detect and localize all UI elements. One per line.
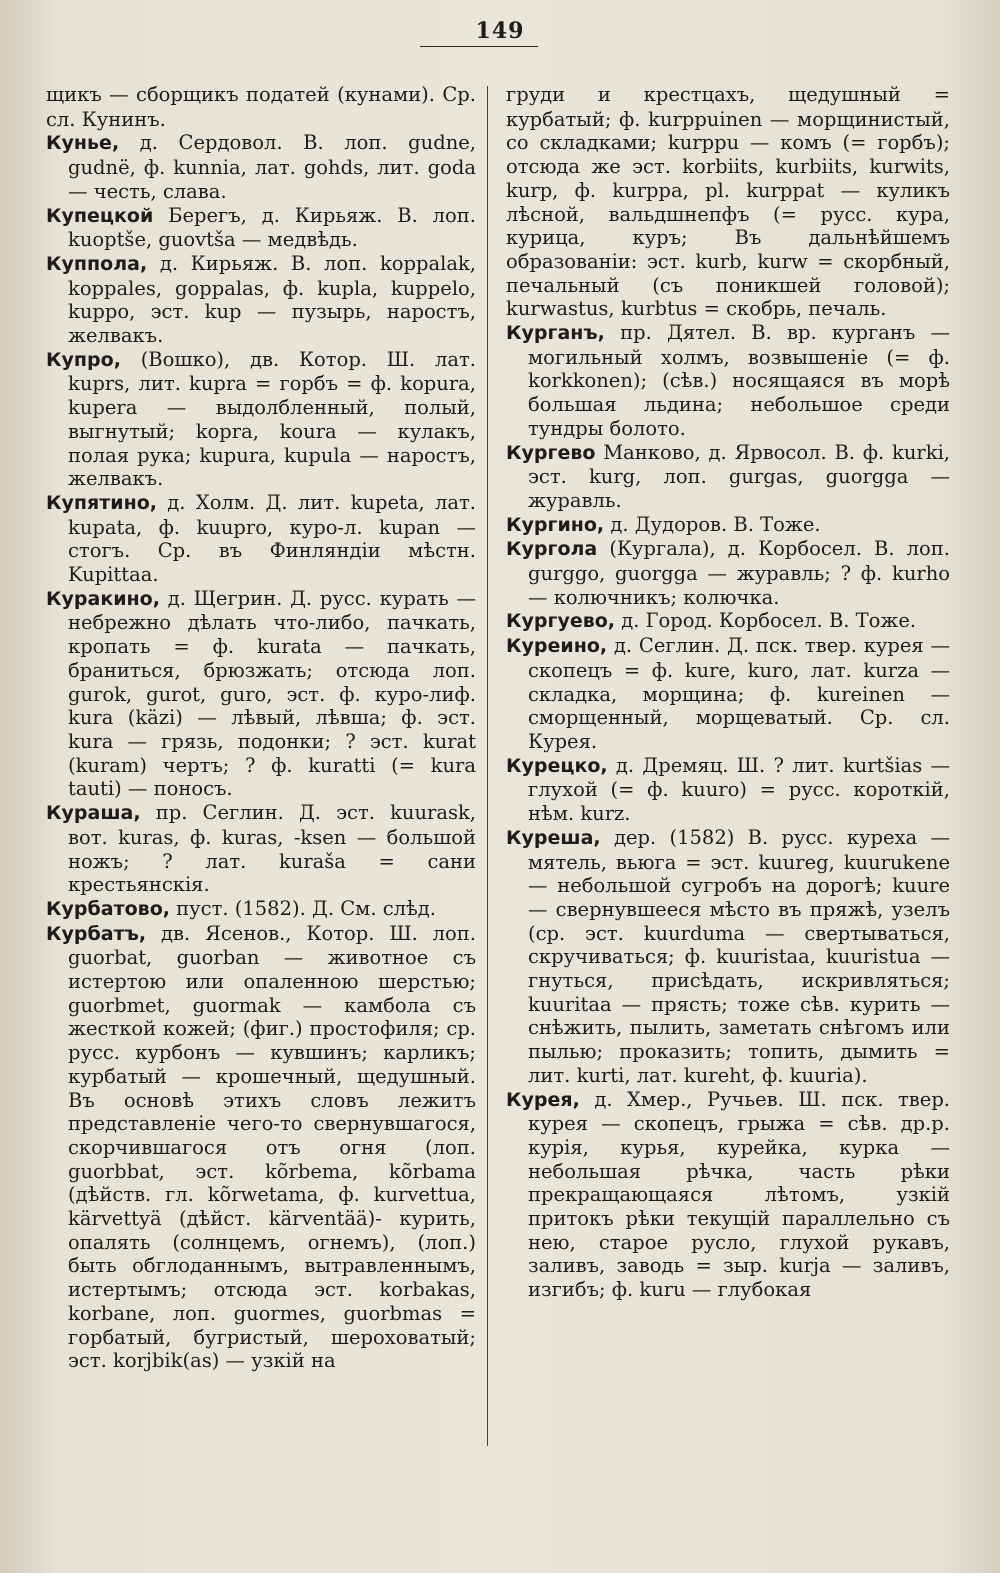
- entry-text: д. Сеглин. Д. пск. твер. курея — скопецъ = ф. kure, kuro, лат. kurza — складка, морщина; ф. kureinen — сморщенный, морщеватый. Ср. сл. Курея.: [528, 634, 950, 753]
- entry-text: (Вошко), дв. Котор. Ш. лат. kuprs, лит. kupra = горбъ = ф. kopura, kupera — выдолбленный, полый, выгнутый; kopra, koura — кулакъ, полая рука; kupura, kupula — наростъ, желвакъ.: [68, 347, 476, 491]
- entry-text: груди и крестцахъ, щедушный = курбатый; ф. kurppuinen — морщинистый, со складками; kurppu — комъ (= горбъ); отсюда же эст. korbiits, kurbiits, kurwits, kurp, ф. kurppa, pl. kurppat — куликъ лѣсной, вальдшнепфъ (= русс. кура, курица, куръ; Въ дальнѣйшемъ образованіи: эст. kurb, kurw = скорбный, печальный (съ поникшей головой); kurwastus, kurbtus = скобрь, печаль.: [506, 83, 950, 321]
- entry: [506, 1088, 950, 1302]
- entry-text: Манково, д. Ярвосол. В. ф. kurki, эст. kurg, лоп. gurgas, guorgga — журавль.: [528, 440, 951, 512]
- entry-text: д. Сердовол. В. лоп. gudne, gudnë, ф. kunnia, лат. gohds, лит. goda — честь, слава.: [68, 131, 476, 203]
- entry: [506, 826, 950, 1088]
- entry: [46, 491, 476, 587]
- header-rule: [420, 46, 538, 47]
- entry: [506, 321, 950, 441]
- entry-headword: Кунье,: [46, 132, 120, 155]
- entry-headword: Кургино,: [506, 513, 605, 536]
- entry: [46, 801, 476, 897]
- entry-text: щикъ — сборщикъ податей (кунами). Ср. сл. Кунинъ.: [46, 83, 476, 131]
- entry-text: пуст. (1582). Д. См. слѣд.: [176, 896, 436, 920]
- entry-headword: Куппола,: [46, 252, 148, 275]
- entry-text: Берегъ, д. Кирьяж. В. лоп. kuoptše, guovtša — медвѣдь.: [68, 203, 476, 252]
- entry: [506, 513, 950, 538]
- entry-text: дв. Ясенов., Котор. Ш. лоп. guorbat, guorban — животное съ истертою или опаленною шерстью; guorbmet, guormak — камбола съ жесткой кожей; (фиг.) простофиля; ср. русс. курбонъ — кувшинъ; карликъ; курбатый — крошечный, щедушный. Въ основѣ этихъ словъ лежитъ представленіе чего-то свернувшагося, скорчившагося отъ огня (лоп. guorbbat, эст. kõrbema, kõrbama (дѣйств. гл. kõrwetama, ф. kurvettua, kärvettyä (дѣйст. kärventää)- курить, опалять (солнцемъ, огнемъ), (лоп.) быть обглоданнымъ, вытравленнымъ, истертымъ; отсюда эст. korbakas, korbane, лоп. guormes, guorbmas = горбатый, бугристый, шероховатый; эст. korjbik(as) — узкій на: [68, 921, 476, 1373]
- entry: [506, 609, 950, 634]
- entry-headword: Курбатово,: [46, 897, 170, 920]
- entry: [46, 587, 476, 801]
- right-column: [506, 83, 950, 1302]
- page-number: 149: [475, 18, 525, 44]
- entry: [506, 441, 950, 513]
- entry-text: д. Дудоров. В. Тоже.: [610, 512, 821, 536]
- entry-headword: Куреино,: [506, 635, 608, 658]
- entry-continuation: [506, 83, 950, 321]
- entry: [46, 204, 476, 252]
- entry: [506, 634, 950, 754]
- entry: [46, 897, 476, 922]
- entry: [506, 754, 950, 826]
- entry-headword: Курея,: [506, 1088, 580, 1111]
- entry: [46, 252, 476, 348]
- entry-text: д. Щегрин. Д. русс. курать — небрежно дѣлать что-либо, пачкать, кропать = ф. kurata — пачкать, браниться, брюзжать; отсюда лоп. gurok, gurot, guro, эст. ф. куро-лиф. kura (käzi) — лѣвый, лѣвша; ф. эст. kura — грязь, подонки; ? эст. kurat (kuram) чертъ; ? ф. kuratti (= kura tauti) — поносъ.: [68, 586, 477, 801]
- column-divider: [487, 86, 488, 1446]
- entry-text: (Кургала), д. Корбосел. В. лоп. gurggo, guorgga — журавль; ? ф. kurho — колючникъ; колючка.: [528, 537, 950, 609]
- entry: [46, 131, 476, 203]
- entry: [46, 348, 476, 491]
- entry-headword: Кургево: [506, 441, 596, 464]
- entry-text: д. Хмер., Ручьев. Ш. пск. твер. курея — скопецъ, грыжа = сѣв. др.р. курія, курья, курейка, курка — небольшая рѣчка, часть рѣки прекращающаяся лѣтомъ, узкій притокъ рѣки текущій параллельно съ нею, старое русло, глухой рукавъ, заливъ, заводь = зыр. kurja — заливъ, изгибъ; ф. kuru — глубокая: [528, 1087, 951, 1302]
- entry-headword: Кургуево,: [506, 610, 616, 633]
- entry-headword: Кураша,: [46, 802, 141, 825]
- entry-text: д. Город. Корбосел. В. Тоже.: [621, 609, 917, 633]
- entry-text: пр. Сеглин. Д. эст. kuurask, вот. kuras, ф. kuras, -ksen — большой ножъ; ? лат. kuraša = сани крестьянскія.: [68, 801, 477, 897]
- entry-headword: Курганъ,: [506, 322, 605, 345]
- entry-headword: Куракино,: [46, 587, 160, 610]
- entry-text: пр. Дятел. В. вр. курганъ — могильный холмъ, возвышеніе (= ф. korkkonen); (сѣв.) носящаяся въ морѣ большая льдина; небольшое среди тундры болото.: [528, 321, 950, 440]
- entry-text: д. Кирьяж. В. лоп. koppalak, koppales, goppalas, ф. kupla, kuppelo, kuppo, эст. kup — пузырь, наростъ, желвакъ.: [68, 251, 476, 348]
- entry: [506, 537, 950, 609]
- entry-headword: Купятино,: [46, 491, 157, 514]
- entry-headword: Курбатъ,: [46, 922, 147, 945]
- entry-headword: Кургола: [506, 538, 598, 561]
- left-column: [46, 83, 476, 1373]
- entry-headword: Купецкой: [46, 204, 154, 227]
- entry-headword: Купро,: [46, 348, 121, 371]
- entry-headword: Куреша,: [506, 826, 601, 849]
- entry-headword: Курецко,: [506, 754, 608, 777]
- entry-text: д. Дремяц. Ш. ? лит. kurtšias — глухой (= ф. kuuro) = русс. короткій, нѣм. kurz.: [528, 753, 950, 826]
- entry-text: д. Холм. Д. лит. kupeta, лат. kupata, ф. kuupro, куро-л. kupan — стогъ. Ср. въ Финляндіи мѣстн. Kupittaa.: [68, 490, 476, 587]
- entry-text: дер. (1582) В. русс. куреха — мятель, вьюга = эст. kuureg, kuurukene — небольшой сугробъ на дорогѣ; kuure — свернувшееся мѣсто въ пряжѣ, узелъ (ср. эст. kuurduma — свертываться, скручиваться; ф. kuuristaa, kuuristua — гнуться, присѣдать, искривляться; kuuritaa — прясть; тоже сѣв. курить — снѣжить, пылить, заметать снѣгомъ или пылью; проказить; топить, дымить = лит. kurti, лат. kureht, ф. kuuria).: [528, 825, 950, 1087]
- entry: [46, 922, 476, 1373]
- entry-continuation: [46, 83, 476, 131]
